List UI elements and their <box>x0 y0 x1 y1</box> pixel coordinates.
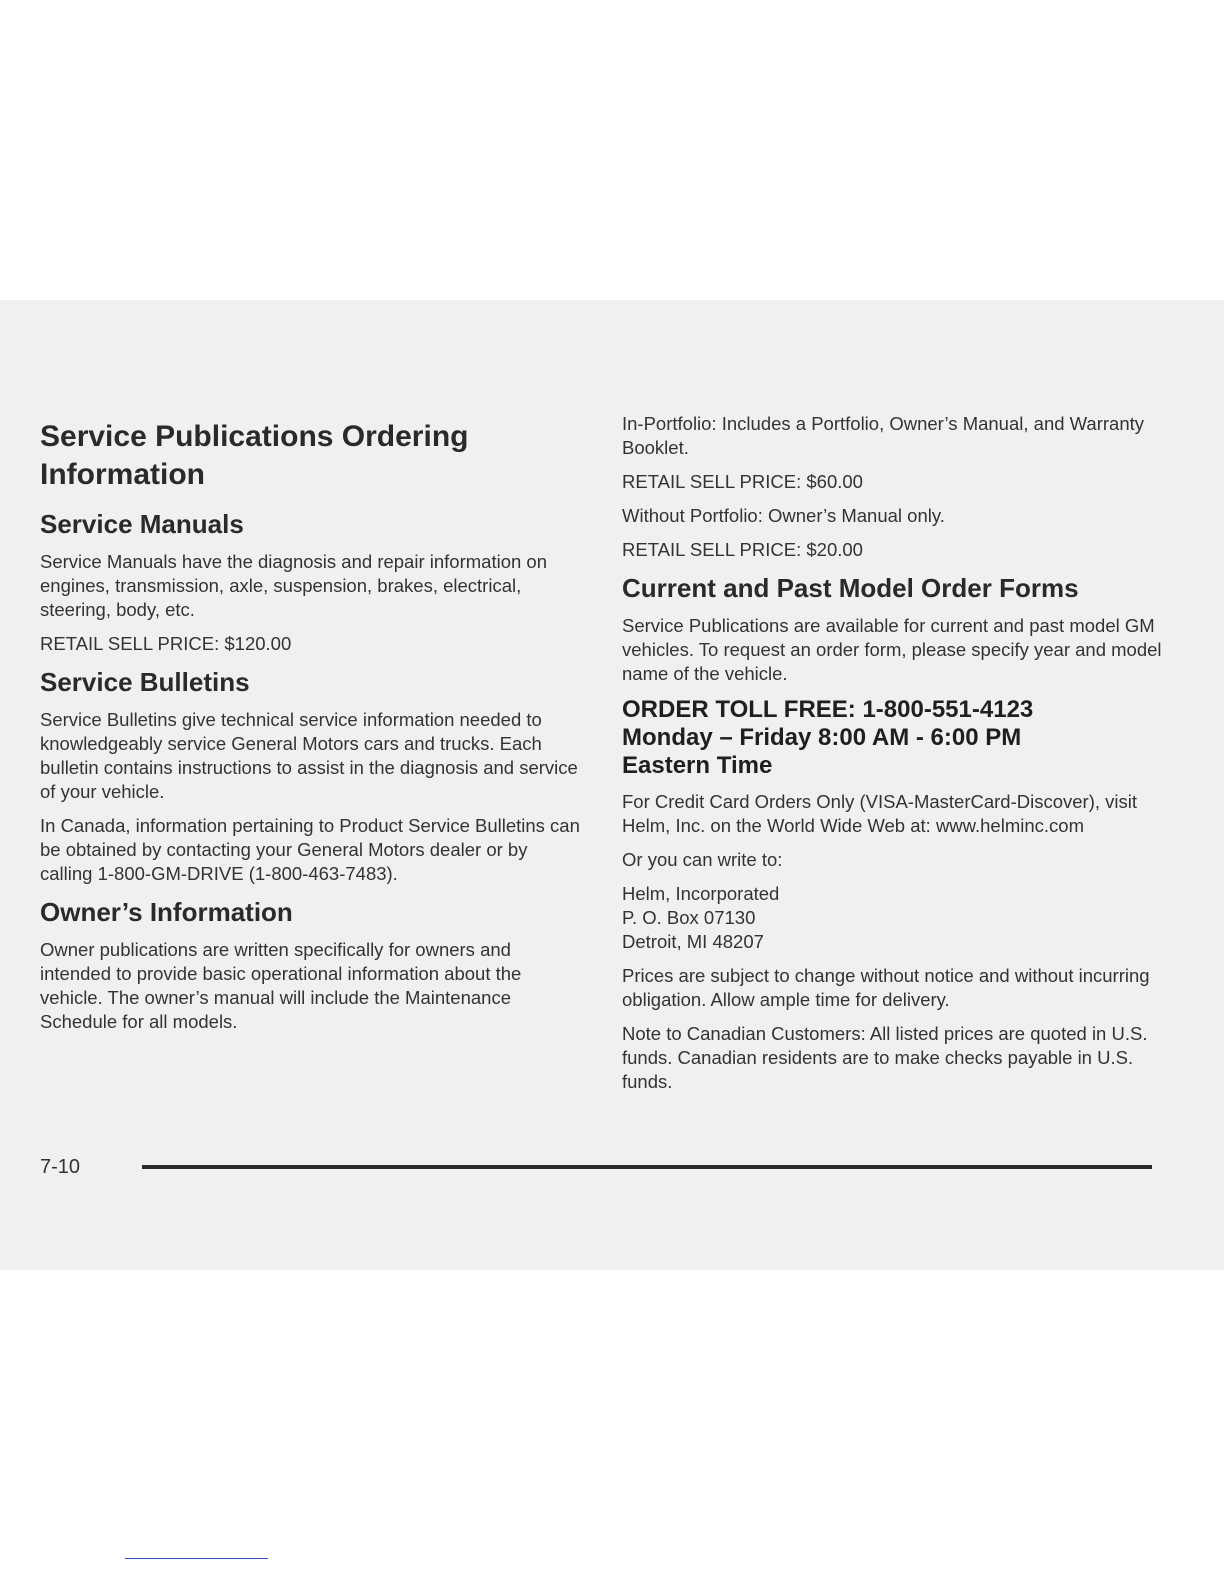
prices-note: Prices are subject to change without notice and without incurring obligation. Allow ample time for delivery. <box>622 965 1150 1010</box>
service-manuals-body: Service Manuals have the diagnosis and repair information on engines, transmission, axle, suspension, brakes, electrical, steering, body, etc. <box>40 551 547 620</box>
order-toll-free: ORDER TOLL FREE: 1-800-551-4123 <box>622 696 1034 723</box>
right-column <box>622 412 1162 1104</box>
order-hours: Monday – Friday 8:00 AM - 6:00 PM <box>622 724 1022 751</box>
address-line-3: Detroit, MI 48207 <box>622 931 764 952</box>
service-manuals-price: RETAIL SELL PRICE: $120.00 <box>40 633 292 654</box>
address-line-1: Helm, Incorporated <box>622 883 780 904</box>
owners-information-heading: Owner’s Information <box>40 897 293 927</box>
footer-divider <box>142 1165 1152 1169</box>
page-title: Service Publications Ordering Information <box>40 420 469 491</box>
service-bulletins-heading: Service Bulletins <box>40 667 250 697</box>
page-number: 7-10 <box>40 1156 81 1178</box>
credit-card-text: For Credit Card Orders Only (VISA-MasterCard-Discover), visit Helm, Inc. on the World Wide Web at: www.helminc.com <box>622 791 1138 836</box>
in-portfolio-text: In-Portfolio: Includes a Portfolio, Owner’s Manual, and Warranty Booklet. <box>622 413 1145 458</box>
order-forms-body: Service Publications are available for current and past model GM vehicles. To request an order form, please specify year and model name of the vehicle. <box>622 615 1162 684</box>
service-bulletins-body: Service Bulletins give technical service information needed to knowledgeably service General Motors cars and trucks. Each bulletin contains instructions to assist in the diagnosis and service of your vehicle. <box>40 709 578 802</box>
order-time-zone: Eastern Time <box>622 752 773 779</box>
in-portfolio-price: RETAIL SELL PRICE: $60.00 <box>622 471 863 492</box>
without-portfolio-text: Without Portfolio: Owner’s Manual only. <box>622 505 945 526</box>
owners-information-body: Owner publications are written specifically for owners and intended to provide basic operational information about the vehicle. The owner’s manual will include the Maintenance Schedule for all models. <box>40 939 522 1032</box>
mailing-address <box>622 882 1162 954</box>
service-manuals-heading: Service Manuals <box>40 509 244 539</box>
order-forms-heading: Current and Past Model Order Forms <box>622 573 1079 603</box>
write-to-text: Or you can write to: <box>622 849 783 870</box>
left-column <box>40 412 580 1044</box>
canadian-note: Note to Canadian Customers: All listed prices are quoted in U.S. funds. Canadian residents are to make checks payable in U.S. funds. <box>622 1023 1148 1092</box>
address-line-2: P. O. Box 07130 <box>622 907 756 928</box>
without-portfolio-price: RETAIL SELL PRICE: $20.00 <box>622 539 863 560</box>
order-contact-block <box>622 696 1162 780</box>
bottom-link-underline <box>125 1558 268 1559</box>
service-bulletins-canada: In Canada, information pertaining to Product Service Bulletins can be obtained by contacting your General Motors dealer or by calling 1-800-GM-DRIVE (1-800-463-7483). <box>40 815 580 884</box>
